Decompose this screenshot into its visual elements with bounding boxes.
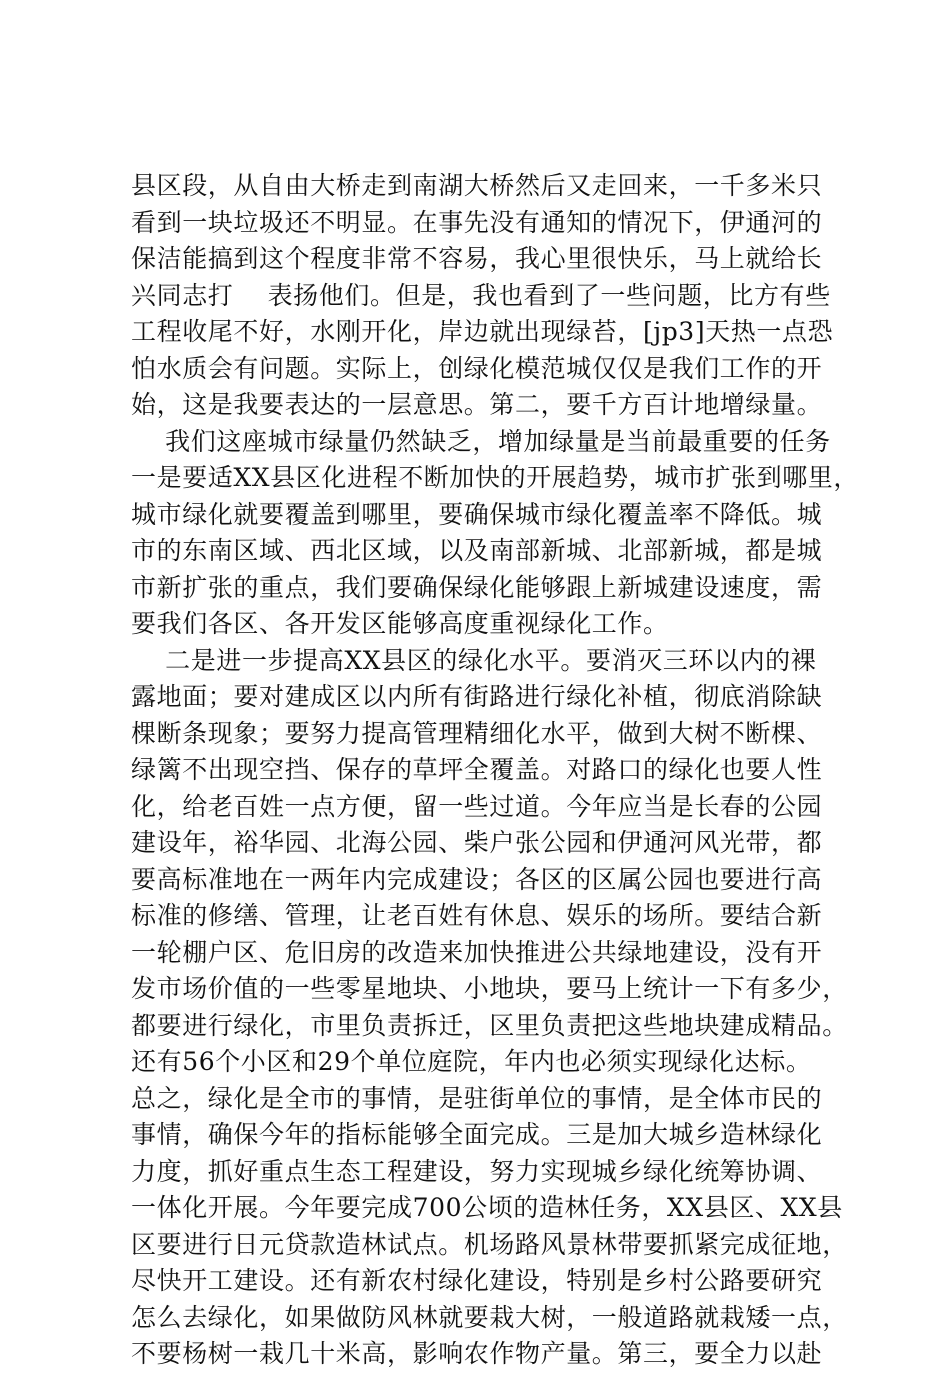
text-line: 露地面；要对建成区以内所有街路进行绿化补植，彻底消除缺: [131, 682, 823, 711]
text-line: 棵断条现象；要努力提高管理精细化水平，做到大树不断棵、: [131, 718, 823, 748]
text-line: 事情，确保今年的指标能够全面完成。三是加大城乡造林绿化: [131, 1120, 823, 1149]
text-line: 还有56个小区和29个单位庭院，年内也必须实现绿化达标。: [131, 1047, 812, 1076]
text-line: 一是要适XX县区化进程不断加快的开展趋势，城市扩张到哪里，: [131, 463, 859, 492]
text-line: 都要进行绿化，市里负责拆迁，区里负责把这些地块建成精品。: [131, 1010, 848, 1040]
text-line: 化，给老百姓一点方便，留一些过道。今年应当是长春的公园: [131, 791, 823, 821]
text-line: 城市绿化就要覆盖到哪里，要确保城市绿化覆盖率不降低。城: [131, 499, 823, 529]
text-line: 总之，绿化是全市的事情，是驻街单位的事情，是全体市民的: [131, 1083, 823, 1113]
text-line: 二是进一步提高XX县区的绿化水平。要消灭三环以内的裸: [131, 645, 817, 675]
text-line: 不要杨树一栽几十米高，影响农作物产量。第三，要全力以赴: [131, 1339, 823, 1368]
body-text: [131, 168, 859, 1373]
text-line: 一体化开展。今年要完成700公顷的造林任务，XX县区、XX县: [131, 1193, 843, 1222]
text-line: 兴同志打 表扬他们。但是，我也看到了一些问题，比方有些: [131, 280, 831, 310]
text-line: 始，这是我要表达的一层意思。第二，要千方百计地增绿量。: [131, 390, 823, 419]
text-line: 绿篱不出现空挡、保存的草坪全覆盖。对路口的绿化也要人性: [131, 755, 823, 784]
text-line: 要我们各区、各开发区能够高度重视绿化工作。: [131, 609, 669, 638]
text-line: 我们这座城市绿量仍然缺乏，增加绿量是当前最重要的任务: [131, 426, 831, 456]
text-line: 工程收尾不好，水刚开化，岸边就出现绿苔，[jp3]天热一点恐: [131, 317, 834, 346]
text-line: 一轮棚户区、危旧房的改造来加快推进公共绿地建设，没有开: [131, 937, 823, 967]
text-line: 怎么去绿化，如果做防风林就要栽大树，一般道路就栽矮一点，: [131, 1302, 848, 1332]
text-line: 力度，抓好重点生态工程建设，努力实现城乡绿化统筹协调、: [131, 1156, 823, 1186]
text-line: 市新扩张的重点，我们要确保绿化能够跟上新城建设速度，需: [131, 572, 823, 602]
text-line: 保洁能搞到这个程度非常不容易，我心里很快乐，马上就给长: [131, 244, 823, 273]
text-line: 区要进行日元贷款造林试点。机场路风景林带要抓紧完成征地，: [131, 1229, 848, 1259]
text-line: 发市场价值的一些零星地块、小地块，要马上统计一下有多少，: [131, 974, 848, 1003]
text-line: 怕水质会有问题。实际上，创绿化模范城仅仅是我们工作的开: [131, 353, 823, 383]
text-line: 尽快开工建设。还有新农村绿化建设，特别是乡村公路要研究: [131, 1266, 823, 1295]
text-line: 建设年，裕华园、北海公园、柴户张公园和伊通河风光带，都: [131, 828, 823, 857]
text-line: 看到一块垃圾还不明显。在事先没有通知的情况下，伊通河的: [131, 207, 823, 237]
text-line: 要高标准地在一两年内完成建设；各区的区属公园也要进行高: [131, 864, 823, 894]
text-line: 县区段，从自由大桥走到南湖大桥然后又走回来，一千多米只: [131, 171, 823, 200]
text-line: 标准的修缮、管理，让老百姓有休息、娱乐的场所。要结合新: [131, 901, 823, 930]
text-line: 市的东南区域、西北区域，以及南部新城、北部新城，都是城: [131, 536, 823, 565]
